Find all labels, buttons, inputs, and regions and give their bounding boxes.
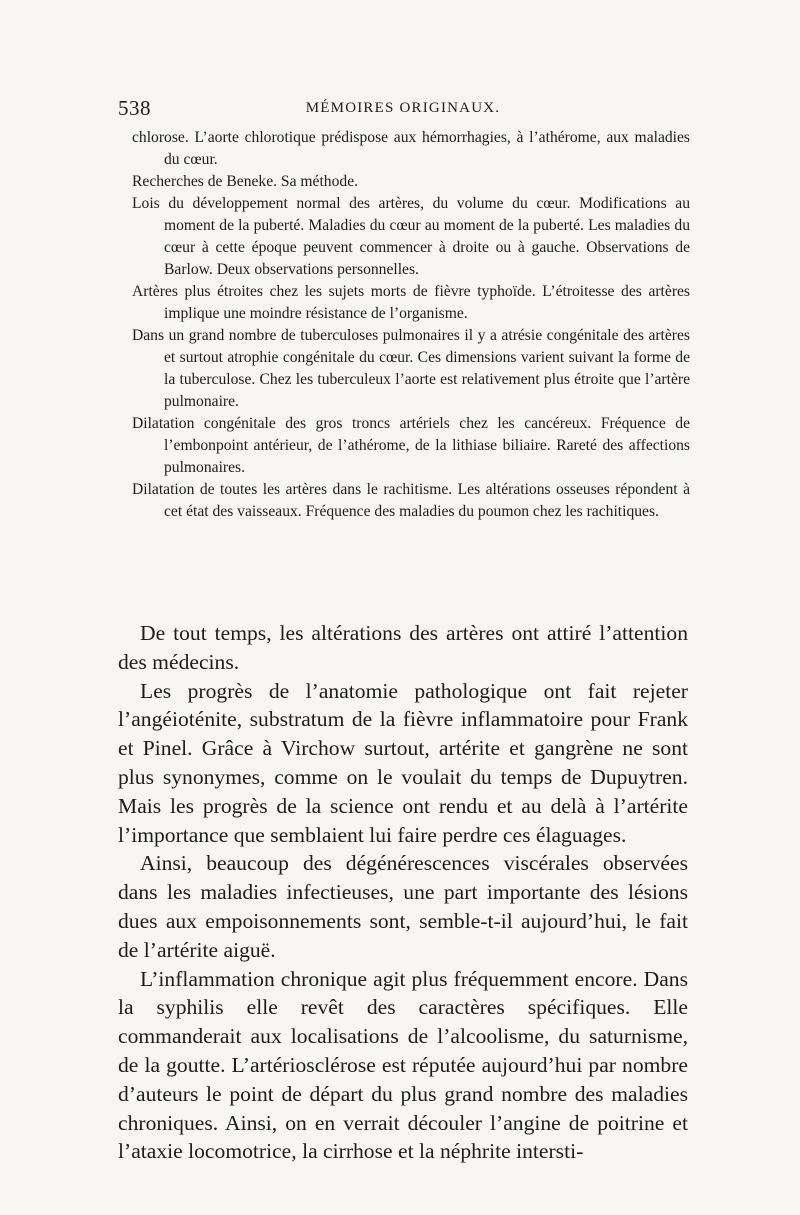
summary-item: Lois du développement normal des artères, du volume du cœur. Modifications au moment de la puberté. Maladies du cœur au moment de la puberté. Les maladies du cœur à cette époque peuvent commencer à droite ou à gauche. Observations de Barlow. Deux observations personnelles. [132, 195, 690, 278]
summary-item: Artères plus étroites chez les sujets morts de fièvre typhoïde. L’étroitesse des artères implique une moindre résistance de l’organisme. [132, 283, 690, 322]
body-paragraph: Ainsi, beaucoup des dégénérescences viscérales observées dans les maladies infectieuses, une part importante des lésions dues aux empoisonnements sont, semble-t-il aujourd’hui, le fait de l’artérite aiguë. [118, 851, 688, 962]
page-number: 538 [118, 96, 151, 120]
body-paragraph: De tout temps, les altérations des artères ont attiré l’attention des médecins. [118, 621, 688, 674]
body-text [118, 619, 688, 1166]
summary-item: Dans un grand nombre de tuberculoses pulmonaires il y a atrésie congénitale des artères et surtout atrophie congénitale du cœur. Ces dimensions varient suivant la forme de la tuberculose. Chez les tuberculeux l’aorte est relativement plus étroite que l’artère pulmonaire. [132, 327, 690, 410]
chapter-summary [132, 127, 690, 523]
running-title: MÉMOIRES ORIGINAUX. [305, 100, 501, 116]
summary-item: chlorose. L’aorte chlorotique prédispose aux hémorrhagies, à l’athérome, aux maladies du cœur. [132, 129, 690, 168]
summary-item: Dilatation de toutes les artères dans le rachitisme. Les altérations osseuses répondent à cet état des vaisseaux. Fréquence des maladies du poumon chez les rachitiques. [132, 481, 690, 520]
summary-item: Dilatation congénitale des gros troncs artériels chez les cancéreux. Fréquence de l’embonpoint antérieur, de l’athérome, de la lithiase biliaire. Rareté des affections pulmonaires. [132, 415, 690, 476]
body-paragraph: Les progrès de l’anatomie pathologique ont fait rejeter l’angéioténite, substratum de la fièvre inflammatoire pour Frank et Pinel. Grâce à Virchow surtout, artérite et gangrène ne sont plus synonymes, comme on le voulait du temps de Dupuytren. Mais les progrès de la science ont rendu et au delà à l’artérite l’importance que semblaient lui faire perdre ces élaguages. [118, 678, 688, 847]
summary-item: Recherches de Beneke. Sa méthode. [132, 173, 359, 190]
page-header [118, 96, 688, 122]
body-paragraph: L’inflammation chronique agit plus fréquemment encore. Dans la syphilis elle revêt des caractères spécifiques. Elle commanderait aux localisations de l’alcoolisme, du saturnisme, de la goutte. L’artériosclérose est réputée aujourd’hui par nombre d’auteurs le point de départ du plus grand nombre des maladies chroniques. Ainsi, on en verrait découler l’angine de poitrine et l’ataxie locomotrice, la cirrhose et la néphrite intersti- [118, 966, 688, 1164]
